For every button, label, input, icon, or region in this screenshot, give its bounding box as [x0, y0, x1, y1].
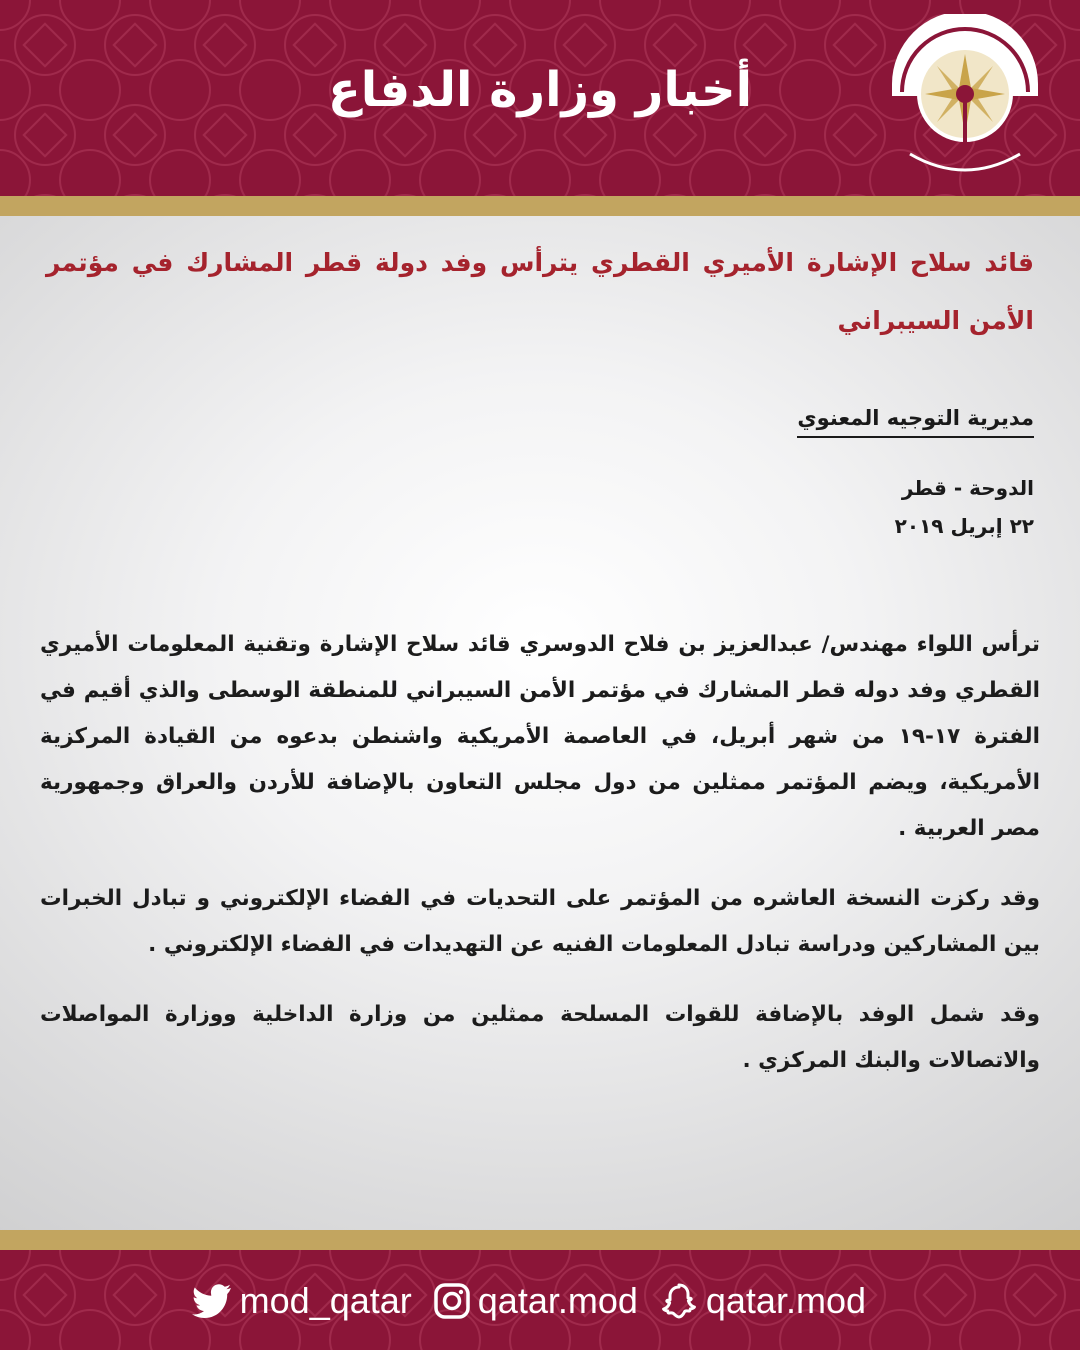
qatar-armed-forces-logo	[880, 14, 1050, 190]
twitter-handle: mod_qatar	[239, 1280, 412, 1321]
article-date: ٢٢ إبريل ٢٠١٩	[894, 514, 1034, 538]
snapchat-link[interactable]	[660, 1280, 888, 1322]
article-location: الدوحة - قطر	[901, 476, 1034, 500]
snapchat-icon	[660, 1282, 698, 1320]
header-gold-band	[0, 196, 1080, 216]
social-links	[192, 1278, 888, 1324]
article-panel	[0, 216, 1080, 1230]
article-headline: قائد سلاح الإشارة الأميري القطري يترأس وفد دولة قطر المشارك في مؤتمر الأمن السيبراني	[46, 248, 1034, 335]
instagram-icon	[434, 1283, 470, 1319]
twitter-link[interactable]	[192, 1280, 434, 1322]
article-paragraph: وقد شمل الوفد بالإضافة للقوات المسلحة ممثلين من وزارة الداخلية ووزارة المواصلات والاتصالات والبنك المركزي .	[40, 1002, 1040, 1073]
article-paragraph: وقد ركزت النسخة العاشره من المؤتمر على التحديات في الفضاء الإلكتروني و تبادل الخبرات بين المشاركين ودراسة تبادل المعلومات الفنيه عن التهديدات في الفضاء الإلكتروني .	[40, 886, 1040, 957]
article-paragraph: ترأس اللواء مهندس/ عبدالعزيز بن فلاح الدوسري قائد سلاح الإشارة وتقنية المعلومات الأميري القطري وفد دوله قطر المشارك في مؤتمر الأمن السيبراني للمنطقة الوسطى والذي أقيم في الفترة ١٧-١٩ من شهر أبريل، في العاصمة الأمريكية واشنطن بدعوه من القيادة المركزية الأمريكية، ويضم المؤتمر ممثلين من دول مجلس التعاون بالإضافة للأردن والعراق وجمهورية مصر العربية .	[40, 632, 1040, 841]
header-banner	[0, 0, 1080, 196]
instagram-handle: qatar.mod	[477, 1280, 638, 1321]
snapchat-handle: qatar.mod	[705, 1280, 866, 1321]
twitter-icon	[192, 1284, 232, 1318]
footer-gold-band	[0, 1230, 1080, 1250]
department-name: مديرية التوجيه المعنوي	[797, 406, 1034, 438]
instagram-link[interactable]	[434, 1280, 660, 1322]
footer-banner	[0, 1250, 1080, 1350]
article-body	[40, 622, 1040, 1108]
header-title: أخبار وزارة الدفاع	[327, 62, 753, 118]
